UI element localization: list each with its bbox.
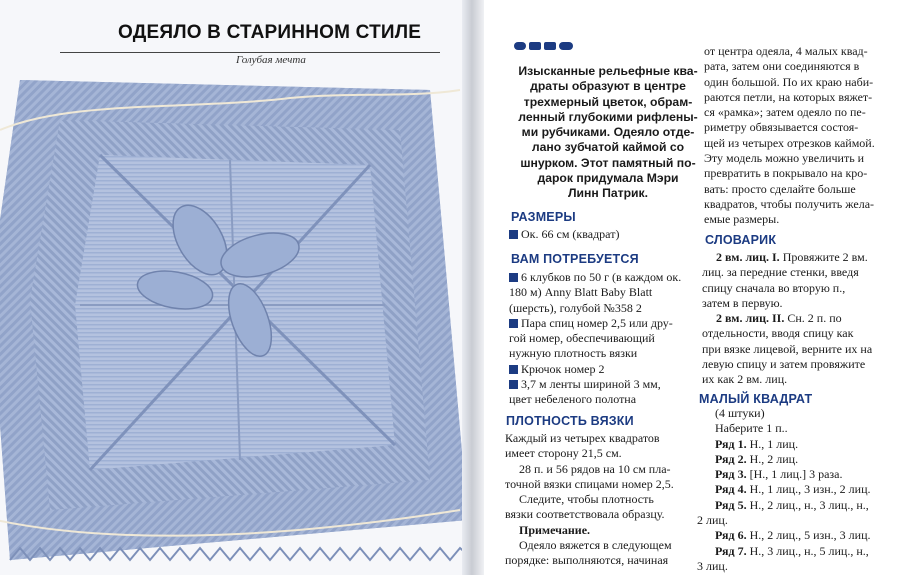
gauge-line: Следите, чтобы плотность xyxy=(519,492,654,507)
materials-line: 6 клубков по 50 г (в каждом ок. xyxy=(509,270,693,285)
bullet-icon xyxy=(509,319,518,328)
text-line: квадратов, чтобы получить жела- xyxy=(704,196,875,211)
text-line: ся «рамка»; затем одеяло по пе- xyxy=(704,105,866,120)
pattern-row: Ряд 7. Н., 3 лиц., н., 5 лиц., н., xyxy=(715,543,869,558)
materials-line: цвет небеленого полотна xyxy=(509,392,637,407)
pattern-row: Ряд 5. Н., 2 лиц., н., 3 лиц., н., xyxy=(715,497,869,512)
pattern-row: Ряд 2. Н., 2 лиц. xyxy=(715,451,799,466)
intro-line: шнурком. Этот памятный по- xyxy=(520,155,696,170)
intro-paragraph xyxy=(518,64,698,202)
bullet-icon xyxy=(509,230,518,239)
intro-line: ленный глубокими рифлены- xyxy=(518,109,698,124)
gauge-text xyxy=(505,431,691,569)
note-line: порядке: выполняются, начиная xyxy=(505,553,669,568)
gauge-heading: ПЛОТНОСТЬ ВЯЗКИ xyxy=(506,414,634,428)
glossary-line: затем в первую. xyxy=(702,295,783,310)
section-ornament-icon xyxy=(514,40,574,52)
bullet-icon xyxy=(509,273,518,282)
small-square-text xyxy=(697,406,887,574)
gauge-line: точной вязки спицами номер 2,5. xyxy=(505,476,674,491)
row-label: Ряд 1. xyxy=(715,436,747,451)
pattern-row: Ряд 3. [Н., 1 лиц.] 3 раза. xyxy=(715,467,843,482)
intro-line: дарок придумала Мэри xyxy=(537,171,679,186)
text-line: от центра одеяла, 4 малых квад- xyxy=(704,44,868,58)
note-line: Одеяло вяжется в следующем xyxy=(519,538,672,553)
sizes-heading: РАЗМЕРЫ xyxy=(511,210,576,224)
glossary-line: левую спицу и затем провяжите xyxy=(702,357,866,372)
materials-list xyxy=(509,270,693,408)
gauge-line: имеет сторону 21,5 см. xyxy=(505,446,622,461)
row-label: Ряд 4. xyxy=(715,482,747,497)
materials-line: 180 м) Anny Blatt Baby Blatt xyxy=(509,285,653,300)
pattern-row: 2 лиц. xyxy=(697,513,728,528)
pattern-row: Ряд 4. Н., 1 лиц., 3 изн., 2 лиц. xyxy=(715,482,871,497)
glossary-text xyxy=(702,250,888,388)
intro-line: драты образуют в центре xyxy=(530,79,686,94)
intro-line: лано зубчатой каймой со xyxy=(531,140,685,155)
intro-line: трехмерный цветок, обрам- xyxy=(523,94,693,109)
note-heading: Примечание. xyxy=(519,522,591,537)
intro-line: ми рубчиками. Одеяло отде- xyxy=(521,125,695,140)
materials-line: Пара спиц номер 2,5 или дру- xyxy=(509,316,693,331)
materials-line: (шерсть), голубой №358 2 xyxy=(509,300,642,315)
materials-line: Крючок номер 2 xyxy=(509,362,693,377)
glossary-term: 2 вм. лиц. I. xyxy=(716,250,780,264)
page-title: ОДЕЯЛО В СТАРИННОМ СТИЛЕ xyxy=(118,22,422,43)
sizes-item: Ок. 66 см (квадрат) xyxy=(509,227,619,242)
row-label: Ряд 6. xyxy=(715,528,747,543)
intro-line: Линн Патрик. xyxy=(567,186,649,201)
blanket-photo xyxy=(0,40,468,575)
materials-line: 3,7 м ленты шириной 3 мм, xyxy=(509,377,693,392)
pattern-row: Ряд 1. Н., 1 лиц. xyxy=(715,436,799,451)
right-column-text xyxy=(704,44,892,228)
gauge-line: 28 п. и 56 рядов на 10 см пла- xyxy=(519,461,671,476)
glossary-line: 2 вм. лиц. I. Провяжите 2 вм. xyxy=(716,250,868,264)
glossary-term: 2 вм. лиц. II. xyxy=(716,311,785,326)
materials-line: гой номер, обеспечивающий xyxy=(509,331,655,346)
page-subtitle: Голубая мечта xyxy=(236,54,306,66)
title-rule xyxy=(60,52,440,53)
square-count: (4 штуки) xyxy=(715,406,765,420)
materials-item xyxy=(509,377,693,408)
gauge-line: вязки соответствовала образцу. xyxy=(505,507,665,522)
materials-item xyxy=(509,270,693,316)
row-label: Ряд 2. xyxy=(715,451,747,466)
row-label: Ряд 7. xyxy=(715,543,747,558)
intro-line: Изысканные рельефные ква- xyxy=(518,64,698,78)
bullet-icon xyxy=(509,380,518,389)
pattern-row: Ряд 6. Н., 2 лиц., 5 изн., 3 лиц. xyxy=(715,528,871,543)
glossary-line: их как 2 вм. лиц. xyxy=(702,372,788,387)
glossary-line: отдельности, вводя спицу как xyxy=(702,326,854,341)
small-square-heading: МАЛЫЙ КВАДРАТ xyxy=(699,392,813,406)
pattern-row: 3 лиц. xyxy=(697,558,728,573)
text-line: риметру обвязывается состоя- xyxy=(704,120,859,135)
text-line: вать: просто сделайте больше xyxy=(704,181,856,196)
cast-on: Наберите 1 п.. xyxy=(715,421,788,436)
text-line: раются петли, на которых вяжет- xyxy=(704,89,873,104)
glossary-line: спицу сначала во вторую п., xyxy=(702,280,846,295)
text-line: рата, затем они соединяются в xyxy=(704,59,860,74)
text-line: один большой. По их краю наби- xyxy=(704,74,874,89)
text-line: превратить в покрывало на кро- xyxy=(704,166,868,181)
glossary-line: 2 вм. лиц. II. Сн. 2 п. по xyxy=(716,311,842,326)
row-label: Ряд 5. xyxy=(715,497,747,512)
glossary-line: лиц. за передние стенки, введя xyxy=(702,265,859,280)
materials-line: нужную плотность вязки xyxy=(509,346,638,361)
text-line: щей из четырех отрезков каймой. xyxy=(704,135,875,150)
book-gutter xyxy=(462,0,484,575)
materials-heading: ВАМ ПОТРЕБУЕТСЯ xyxy=(511,252,639,266)
bullet-icon xyxy=(509,365,518,374)
glossary-heading: СЛОВАРИК xyxy=(705,233,777,247)
row-label: Ряд 3. xyxy=(715,467,747,482)
text-line: Эту модель можно увеличить и xyxy=(704,151,865,166)
materials-item xyxy=(509,316,693,362)
gauge-line: Каждый из четырех квадратов xyxy=(505,431,660,445)
text-line: емые размеры. xyxy=(704,212,780,227)
materials-item xyxy=(509,362,693,377)
glossary-line: при вязке лицевой, верните их на xyxy=(702,341,873,356)
